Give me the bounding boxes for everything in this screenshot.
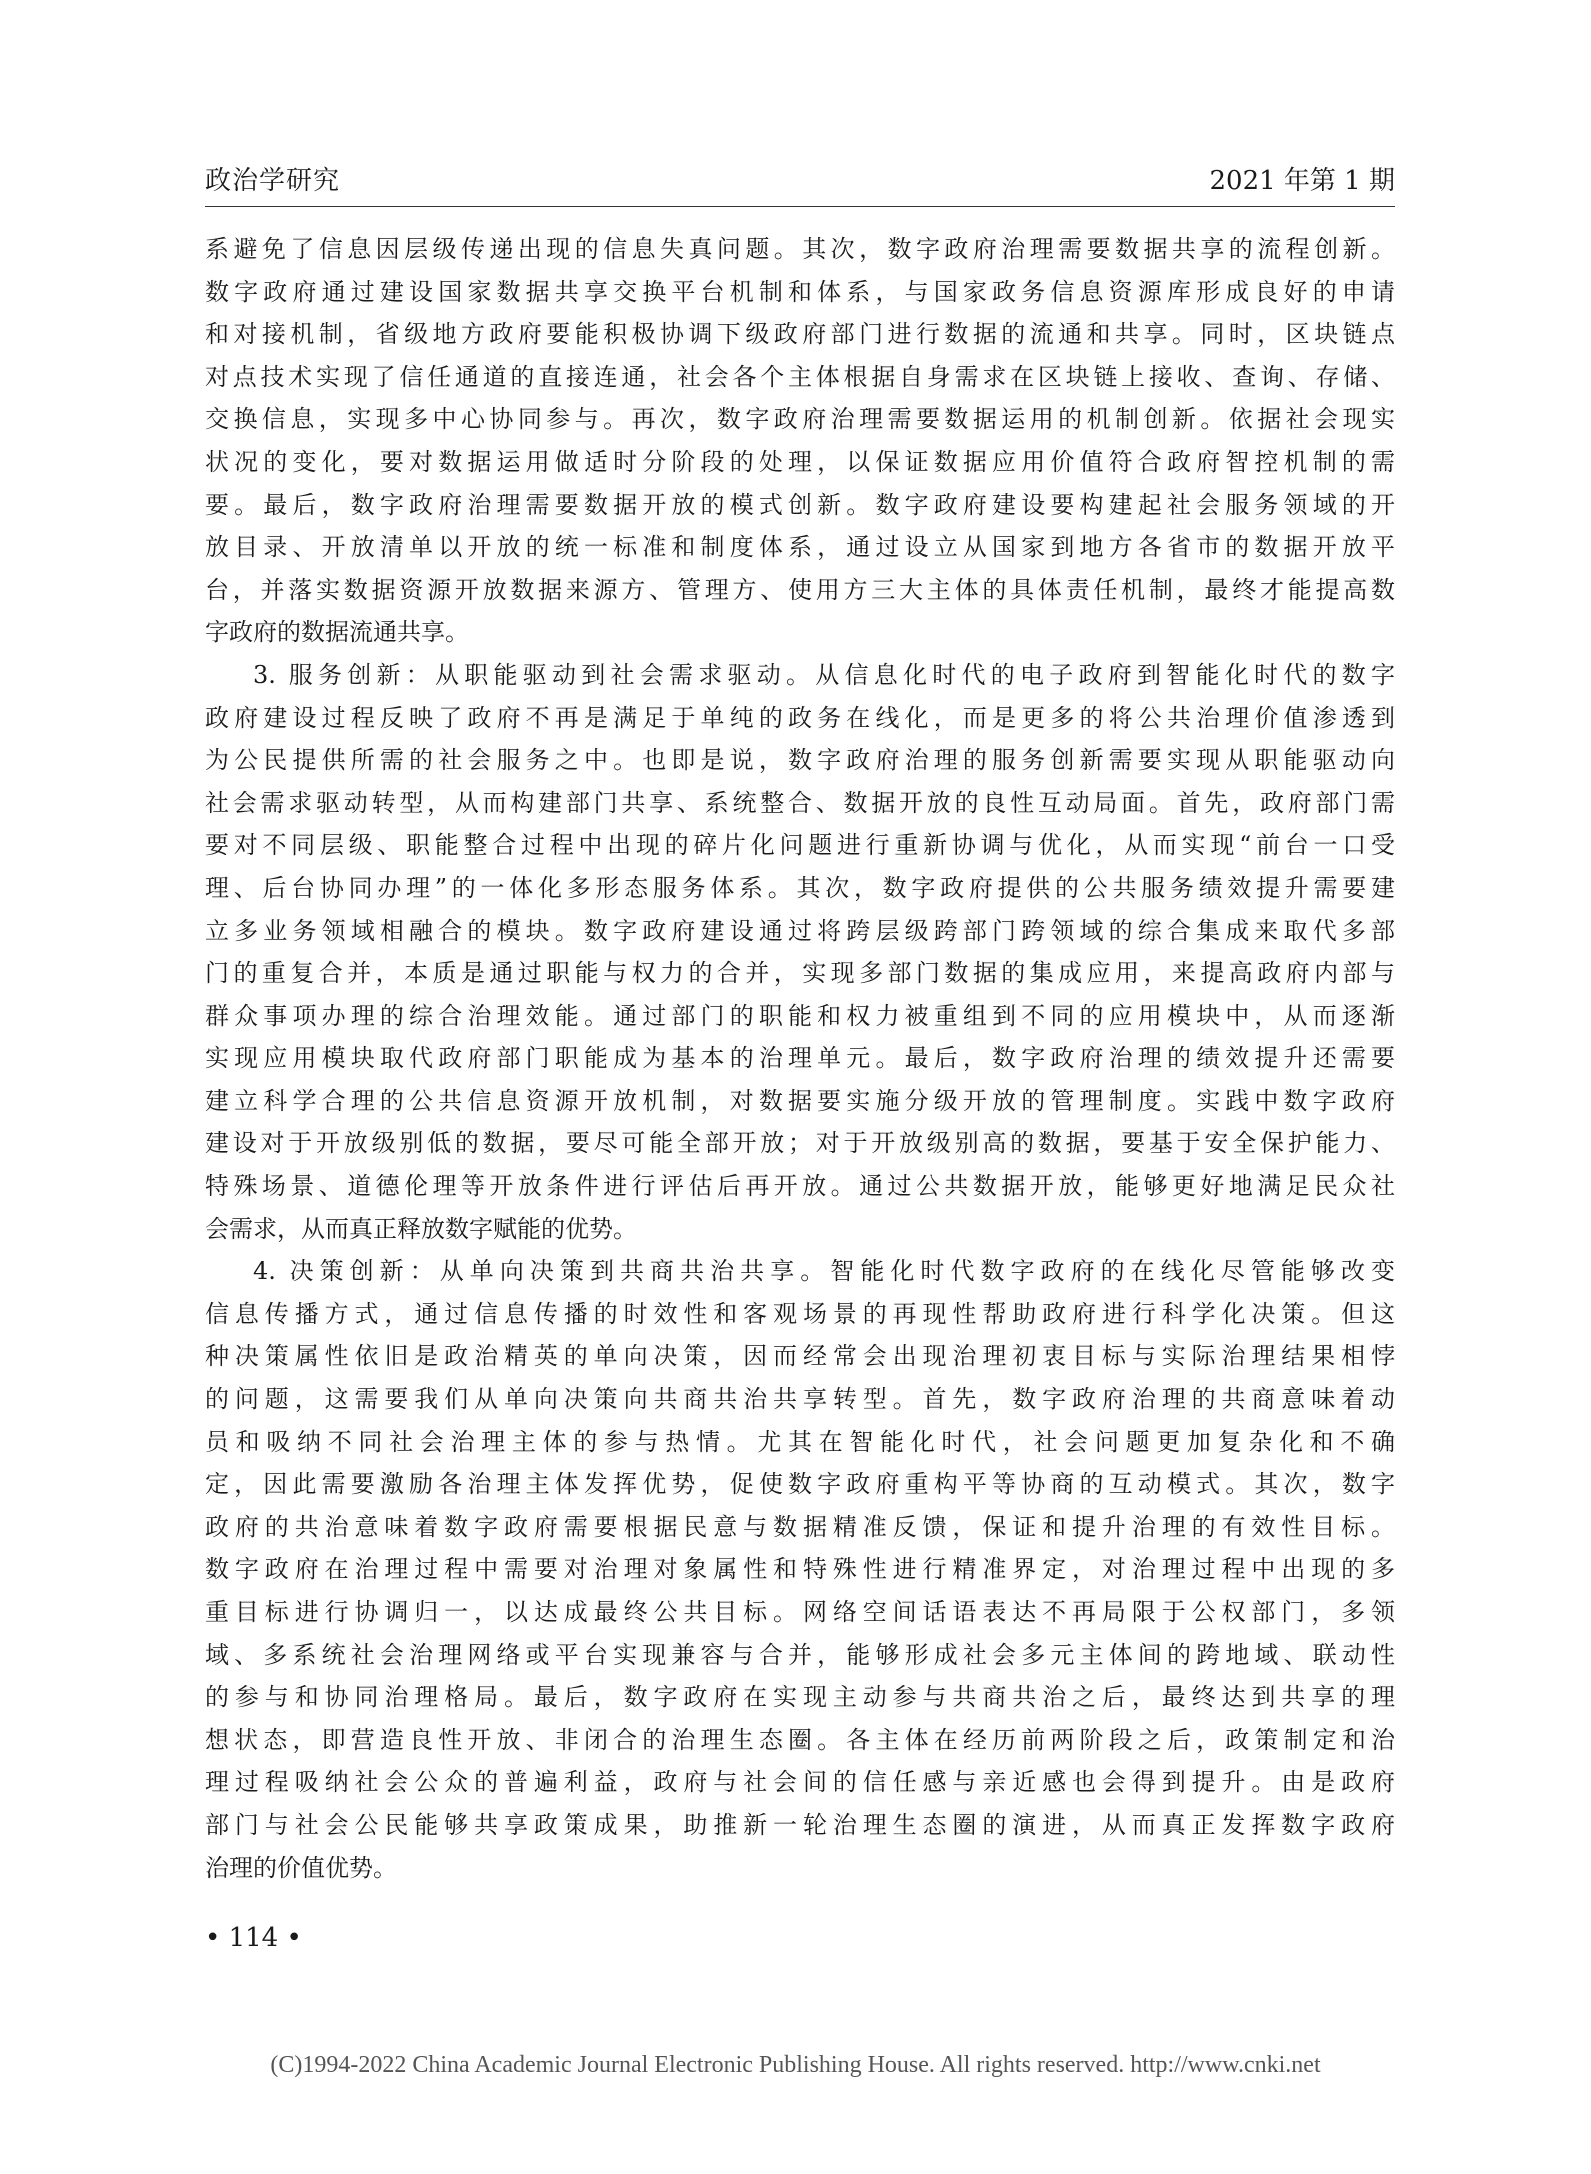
text-line: 数字政府在治理过程中需要对治理对象属性和特殊性进行精准界定，对治理过程中出现的多 xyxy=(205,1555,1395,1584)
text-line: 门的重复合并，本质是通过职能与权力的合并，实现多部门数据的集成应用，来提高政府内部与 xyxy=(205,959,1395,988)
section-4-heading-line: 4. 决策创新：从单向决策到共商共治共享。智能化时代数字政府的在线化尽管能够改变 xyxy=(253,1257,1395,1286)
header-rule xyxy=(205,206,1395,207)
text-line: 特殊场景、道德伦理等开放条件进行评估后再开放。通过公共数据开放，能够更好地满足民众社 xyxy=(205,1172,1395,1201)
text-line: 台，并落实数据资源开放数据来源方、管理方、使用方三大主体的具体责任机制，最终才能提高数 xyxy=(205,575,1395,604)
text-line: 社会需求驱动转型，从而构建部门共享、系统整合、数据开放的良性互动局面。首先，政府部门需 xyxy=(205,788,1395,817)
text-line: 放目录、开放清单以开放的统一标准和制度体系，通过设立从国家到地方各省市的数据开放平 xyxy=(205,533,1395,562)
text-line: 员和吸纳不同社会治理主体的参与热情。尤其在智能化时代，社会问题更加复杂化和不确 xyxy=(205,1427,1395,1456)
text-line: 会需求，从而真正释放数字赋能的优势。 xyxy=(205,1214,637,1243)
journal-title: 政治学研究 xyxy=(205,166,341,196)
text-line: 信息传播方式，通过信息传播的时效性和客观场景的再现性帮助政府进行科学化决策。但这 xyxy=(205,1299,1395,1328)
text-line: 交换信息，实现多中心协同参与。再次，数字政府治理需要数据运用的机制创新。依据社会现实 xyxy=(205,405,1395,434)
text-line: 政府的共治意味着数字政府需要根据民意与数据精准反馈，保证和提升治理的有效性目标。 xyxy=(205,1512,1395,1541)
text-line: 重目标进行协调归一，以达成最终公共目标。网络空间话语表达不再局限于公权部门，多领 xyxy=(205,1598,1395,1626)
text-line: 状况的变化，要对数据运用做适时分阶段的处理，以保证数据应用价值符合政府智控机制的需 xyxy=(205,447,1395,476)
text-line: 对点技术实现了信任通道的直接连通，社会各个主体根据自身需求在区块链上接收、查询、存储、 xyxy=(205,362,1395,391)
text-line: 部门与社会公民能够共享政策成果，助推新一轮治理生态圈的演进，从而真正发挥数字政府 xyxy=(205,1810,1395,1839)
text-line: 字政府的数据流通共享。 xyxy=(205,618,469,647)
copyright-notice: (C)1994-2022 China Academic Journal Electronic Publishing House. All rights reserved. http://www.cnki.net xyxy=(270,2052,1321,2078)
text-line: 的参与和协同治理格局。最后，数字政府在实现主动参与共商共治之后，最终达到共享的理 xyxy=(205,1683,1395,1712)
text-line: 和对接机制，省级地方政府要能积极协调下级政府部门进行数据的流通和共享。同时，区块链点 xyxy=(205,320,1395,349)
text-line: 数字政府通过建设国家数据共享交换平台机制和体系，与国家政务信息资源库形成良好的申请 xyxy=(205,277,1395,306)
text-line: 实现应用模块取代政府部门职能成为基本的治理单元。最后，数字政府治理的绩效提升还需要 xyxy=(205,1044,1395,1073)
issue-label: 2021 年第 1 期 xyxy=(1209,166,1395,196)
text-line: 想状态，即营造良性开放、非闭合的治理生态圈。各主体在经历前两阶段之后，政策制定和治 xyxy=(205,1725,1395,1754)
text-line: 域、多系统社会治理网络或平台实现兼容与合并，能够形成社会多元主体间的跨地域、联动性 xyxy=(205,1640,1395,1669)
article-body xyxy=(205,228,1395,1889)
text-line: 的问题，这需要我们从单向决策向共商共治共享转型。首先，数字政府治理的共商意味着动 xyxy=(205,1385,1395,1414)
running-header xyxy=(205,160,1395,200)
text-line: 立多业务领域相融合的模块。数字政府建设通过将跨层级跨部门跨领域的综合集成来取代多部 xyxy=(205,916,1395,945)
section-3-heading-line: 3. 服务创新：从职能驱动到社会需求驱动。从信息化时代的电子政府到智能化时代的数字 xyxy=(253,660,1395,689)
text-line: 理、后台协同办理”的一体化多形态服务体系。其次，数字政府提供的公共服务绩效提升需要建 xyxy=(205,873,1395,902)
text-line: 建设对于开放级别低的数据，要尽可能全部开放；对于开放级别高的数据，要基于安全保护能力、 xyxy=(205,1129,1395,1158)
text-line: 为公民提供所需的社会服务之中。也即是说，数字政府治理的服务创新需要实现从职能驱动向 xyxy=(205,746,1395,775)
text-line: 系避免了信息因层级传递出现的信息失真问题。其次，数字政府治理需要数据共享的流程创新。 xyxy=(205,235,1395,263)
text-line: 政府建设过程反映了政府不再是满足于单纯的政务在线化，而是更多的将公共治理价值渗透到 xyxy=(205,703,1395,732)
page-number: • 114 • xyxy=(205,1923,302,1953)
text-line: 治理的价值优势。 xyxy=(205,1853,397,1882)
text-line: 种决策属性依旧是政治精英的单向决策，因而经常会出现治理初衷目标与实际治理结果相悖 xyxy=(205,1342,1395,1371)
text-line: 群众事项办理的综合治理效能。通过部门的职能和权力被重组到不同的应用模块中，从而逐渐 xyxy=(205,1001,1395,1030)
text-line: 理过程吸纳社会公众的普遍利益，政府与社会间的信任感与亲近感也会得到提升。由是政府 xyxy=(205,1768,1395,1797)
text-line: 建立科学合理的公共信息资源开放机制，对数据要实施分级开放的管理制度。实践中数字政府 xyxy=(205,1086,1395,1115)
text-line: 要。最后，数字政府治理需要数据开放的模式创新。数字政府建设要构建起社会服务领域的开 xyxy=(205,490,1395,519)
text-line: 定，因此需要激励各治理主体发挥优势，促使数字政府重构平等协商的互动模式。其次，数字 xyxy=(205,1470,1395,1499)
text-line: 要对不同层级、职能整合过程中出现的碎片化问题进行重新协调与优化，从而实现“前台一口受 xyxy=(205,831,1395,860)
